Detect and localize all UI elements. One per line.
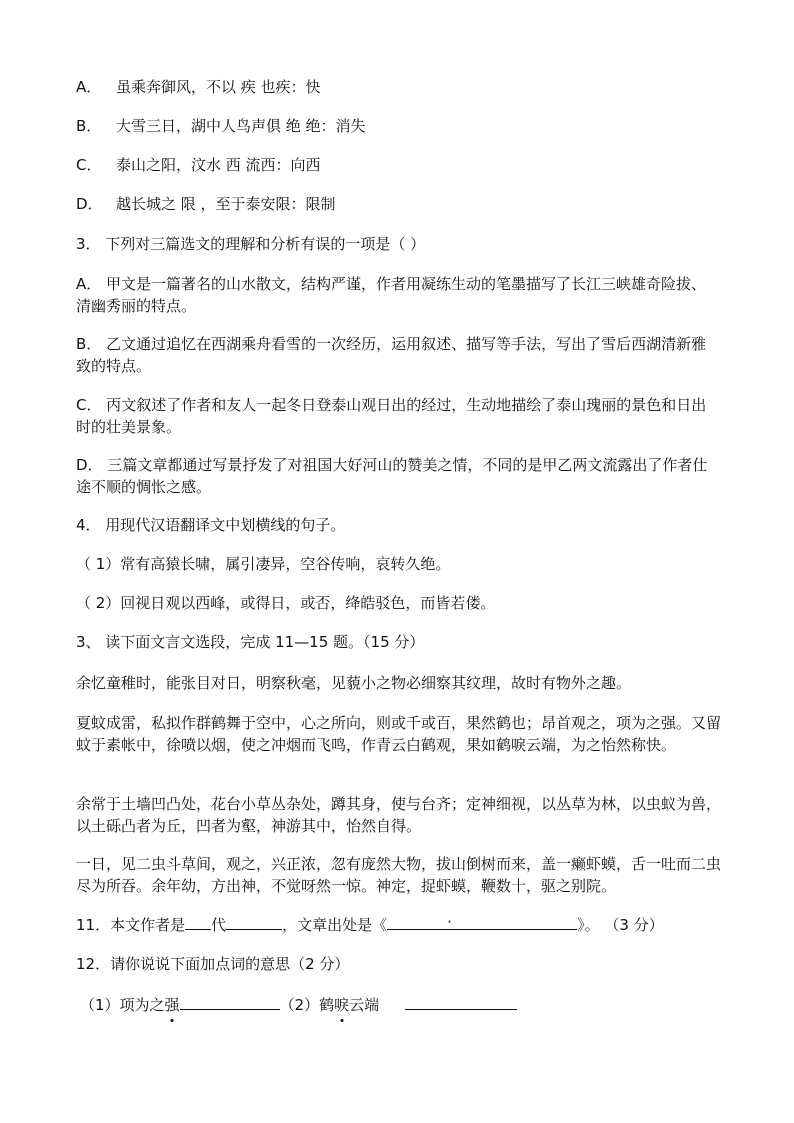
option-label: A． — [76, 78, 102, 96]
q4-item-2: （ 2）回视日观以西峰，或得日，或否，绛皓驳色，而皆若偻。 — [76, 594, 496, 612]
q12-item1-blank[interactable] — [180, 993, 280, 1010]
option-text: 越长城之 限 ，至于泰安限：限制 — [116, 195, 336, 213]
q3-stem: 3． 下列对三篇选文的理解和分析有误的一项是（ ） — [76, 235, 426, 253]
q3-option-a — [76, 273, 721, 317]
q2-option-b — [76, 115, 721, 137]
q12-item2-suffix: 云端 — [349, 996, 380, 1014]
q12-item2-prefix: （2）鹤 — [279, 996, 335, 1014]
q2-option-d — [76, 193, 721, 215]
q3-option-c — [76, 394, 721, 438]
passage-paragraph-2: 夏蚊成雷，私拟作群鹤舞于空中，心之所向，则或千或百，果然鹤也；昂首观之，项为之强。又留蚊于素帐中，徐喷以烟，使之冲烟而飞鸣，作青云白鹤观，果如鹤唳云端，为之怡然称快。 — [76, 714, 722, 754]
q11-text-c: ，文章出处是《 — [282, 916, 388, 934]
q2-option-c — [76, 154, 721, 176]
passage-paragraph-4: 一日，见二虫斗草间，观之，兴正浓，忽有庞然大物，拔山倒树而来，盖一癞虾蟆，舌一吐而二虫尽为所吞。余年幼，方出神，不觉呀然一惊。神定，捉虾蟆，鞭数十，驱之别院。 — [76, 855, 722, 895]
q11-blank-source[interactable] — [387, 913, 577, 930]
option-text: 丙文叙述了作者和友人一起冬日登泰山观日出的经过，生动地描绘了泰山瑰丽的景色和日出时的壮美景象。 — [76, 396, 707, 436]
q3-option-d — [76, 454, 721, 498]
option-text: 泰山之阳，汶水 西 流西：向西 — [116, 156, 321, 174]
q12-items — [80, 993, 725, 1016]
q11-text-a: 11．本文作者是 — [76, 916, 186, 934]
option-label: A． — [76, 275, 102, 293]
q12-item2-blank[interactable] — [405, 993, 517, 1010]
option-text: 大雪三日，湖中人鸟声俱 绝 绝：消失 — [116, 117, 366, 135]
q12-item1-dotted-word: 强 — [164, 996, 180, 1014]
q11-blank-dynasty[interactable] — [185, 913, 211, 930]
option-label: C． — [76, 396, 102, 414]
q11-separator-dot: · — [447, 913, 452, 931]
q4-stem: 4． 用现代汉语翻译文中划横线的句子。 — [76, 516, 346, 534]
option-text: 虽乘奔御风，不以 疾 也疾：快 — [116, 78, 321, 96]
q11-text-b: 代 — [211, 916, 227, 934]
option-label: B． — [76, 117, 102, 135]
q12-item1-prefix: （1）项为之 — [80, 996, 165, 1014]
option-text: 乙文通过追忆在西湖乘舟看雪的一次经历，运用叙述、描写等手法，写出了雪后西湖清新雅致的特点。 — [76, 335, 707, 375]
q4-item-1: （ 1）常有高猿长啸，属引凄异，空谷传响，哀转久绝。 — [76, 555, 451, 573]
option-text: 三篇文章都通过写景抒发了对祖国大好河山的赞美之情，不同的是甲乙两文流露出了作者仕途不顺的惆怅之感。 — [76, 456, 708, 496]
q12-stem: 12．请你说说下面加点词的意思（2 分） — [76, 955, 350, 973]
passage-paragraph-3: 余常于土墙凹凸处，花台小草丛杂处，蹲其身，使与台齐；定神细视，以丛草为林，以虫蚁为兽，以土砾凸者为丘，凹者为壑，神游其中，怡然自得。 — [76, 795, 722, 835]
passage-paragraph-1: 余忆童稚时，能张目对日，明察秋毫，见藐小之物必细察其纹理，故时有物外之趣。 — [76, 674, 632, 692]
option-label: D． — [76, 195, 103, 213]
q11-text-d: 》。 （3 分） — [577, 916, 664, 934]
option-label: D． — [76, 456, 103, 474]
q11-line — [76, 913, 721, 936]
q2-option-a — [76, 76, 721, 98]
section3-heading: 3、 读下面文言文选段，完成 11—15 题。（15 分） — [76, 633, 425, 651]
option-text: 甲文是一篇著名的山水散文，结构严谨，作者用凝练生动的笔墨描写了长江三峡雄奇险拔、清幽秀丽的特点。 — [76, 275, 707, 315]
q3-option-b — [76, 333, 721, 377]
q11-blank-author[interactable] — [226, 913, 282, 930]
q12-item2-dotted-word: 唳 — [334, 996, 350, 1014]
option-label: C． — [76, 156, 102, 174]
option-label: B． — [76, 335, 102, 353]
